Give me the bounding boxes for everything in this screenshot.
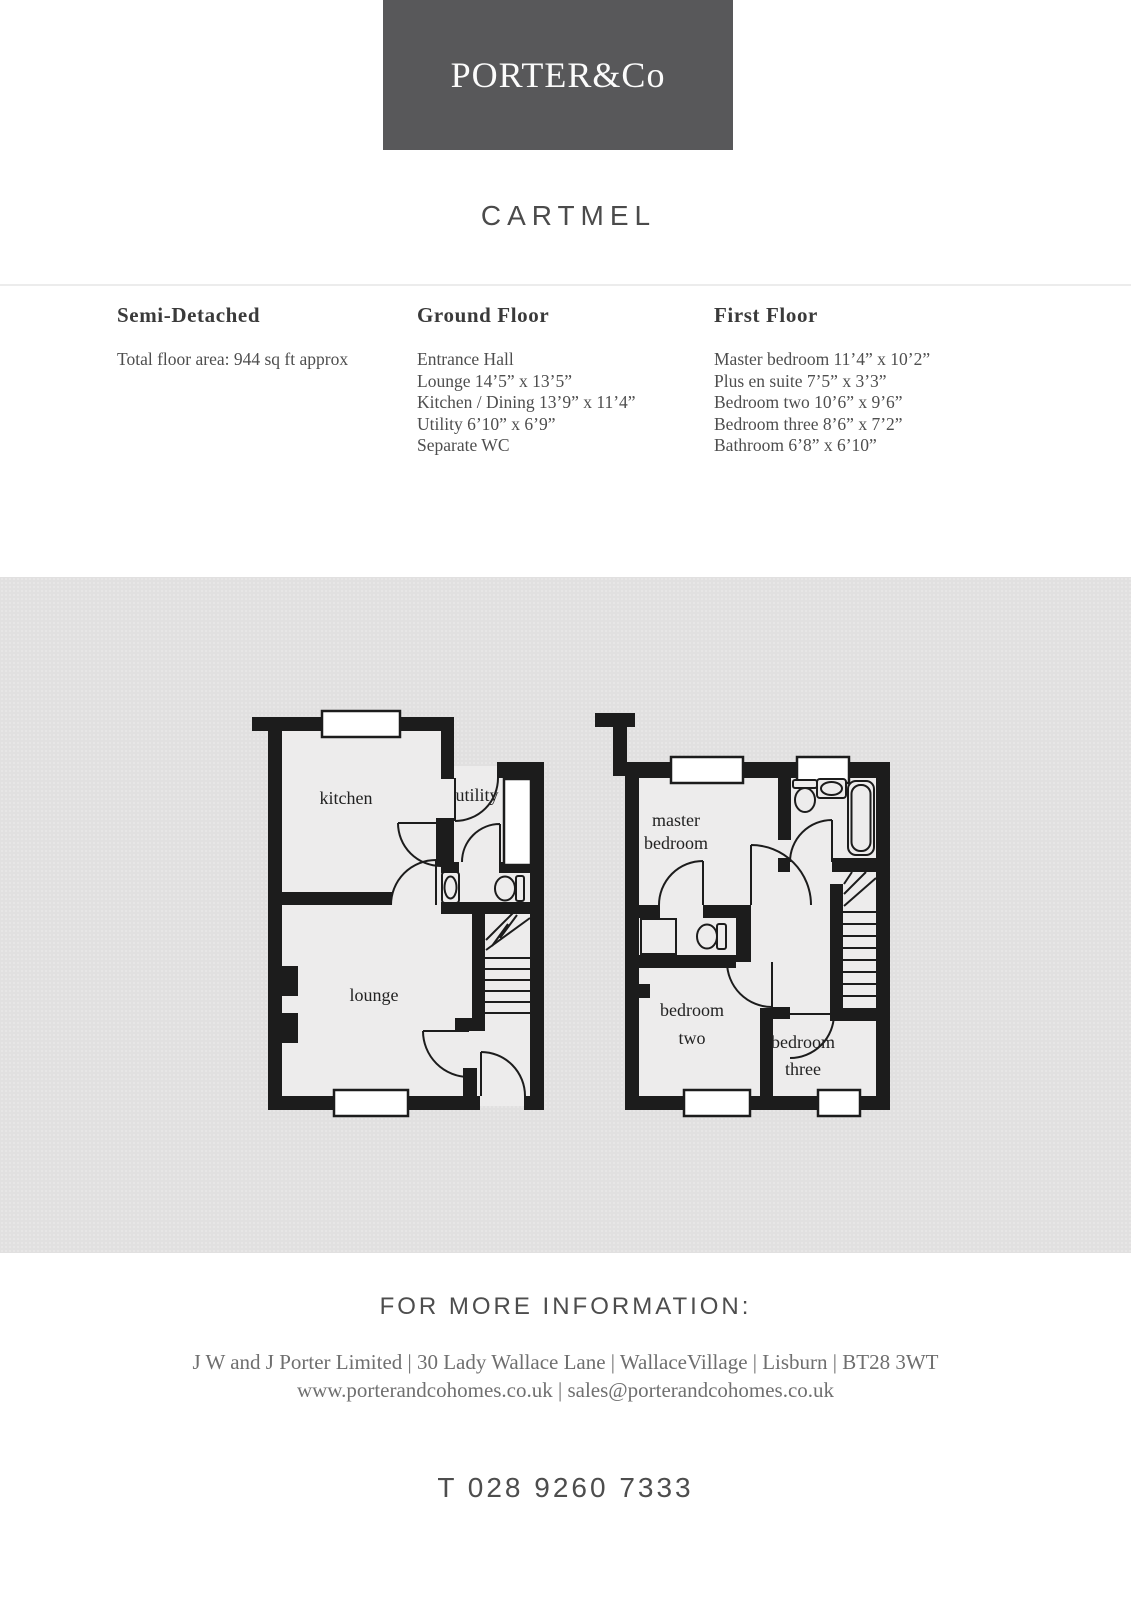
bedroom-three-window: [818, 1090, 860, 1116]
wc-sink-icon: [442, 872, 459, 903]
first-floor-plan: [595, 713, 890, 1116]
lounge-label: lounge: [349, 985, 399, 1005]
shower-icon: [641, 919, 676, 954]
first-floor-line: Plus en suite 7’5” x 3’3”: [714, 370, 887, 391]
ground-floor-line: Entrance Hall: [417, 349, 514, 369]
kitchen-label: kitchen: [319, 788, 373, 808]
brand-logo-box: [383, 0, 733, 150]
ensuite-toilet-icon: [697, 924, 726, 949]
wc-toilet-icon: [495, 876, 524, 901]
utility-label: utility: [455, 785, 499, 805]
ground-floor-heading: Ground Floor: [417, 303, 550, 327]
bedroom-three-label-line1: bedroom: [771, 1032, 835, 1052]
page-title: CARTMEL: [480, 200, 657, 231]
kitchen-window: [322, 711, 400, 737]
floorplan-drawing: [0, 577, 1131, 1253]
spec-column-ground-floor: [417, 303, 697, 457]
utility-window: [504, 779, 531, 865]
lounge-window: [334, 1090, 408, 1116]
total-floor-area: Total floor area: 944 sq ft approx: [117, 349, 349, 369]
footer-contacts: www.porterandcohomes.co.uk | sales@porterandcohomes.co.uk: [296, 1378, 835, 1402]
spec-column-first-floor: [714, 303, 1014, 457]
ground-floor-line: Separate WC: [417, 435, 510, 455]
ground-floor-line: Kitchen / Dining 13’9” x 11’4”: [417, 392, 636, 412]
property-type-heading: Semi-Detached: [117, 303, 261, 327]
bedroom-two-label-line1: bedroom: [660, 1000, 724, 1020]
header-divider: [0, 284, 1131, 286]
bedroom-two-label-line2: two: [678, 1028, 706, 1048]
bathroom-sink-icon: [817, 779, 846, 798]
master-bedroom-window: [671, 757, 743, 783]
ground-floor-line: Utility 6’10” x 6’9”: [417, 413, 556, 434]
first-floor-line: Bedroom two 10’6” x 9’6”: [714, 392, 903, 412]
first-floor-heading: First Floor: [714, 303, 818, 327]
master-bedroom-label-line2: bedroom: [644, 833, 708, 853]
bathroom-toilet-icon: [793, 780, 817, 812]
bathtub-icon: [848, 781, 874, 855]
footer-heading: FOR MORE INFORMATION:: [379, 1293, 752, 1320]
bedroom-three-label-line2: three: [785, 1059, 821, 1079]
footer-phone: T 028 9260 7333: [437, 1472, 694, 1503]
footer-address: J W and J Porter Limited | 30 Lady Wallace Lane | WallaceVillage | Lisburn | BT28 3WT: [192, 1350, 939, 1374]
brand-logo-text: PORTER&Co: [450, 55, 666, 95]
ground-floor-line: Lounge 14’5” x 13’5”: [417, 370, 573, 391]
first-floor-line: Bathroom 6’8” x 6’10”: [714, 435, 877, 455]
spec-column-property-type: [117, 303, 397, 371]
first-floor-line: Bedroom three 8’6” x 7’2”: [714, 413, 903, 434]
bedroom-two-window: [684, 1090, 750, 1116]
master-bedroom-label-line1: master: [652, 810, 700, 830]
first-floor-line: Master bedroom 11’4” x 10’2”: [714, 349, 931, 369]
ground-floor-plan: [252, 711, 544, 1116]
